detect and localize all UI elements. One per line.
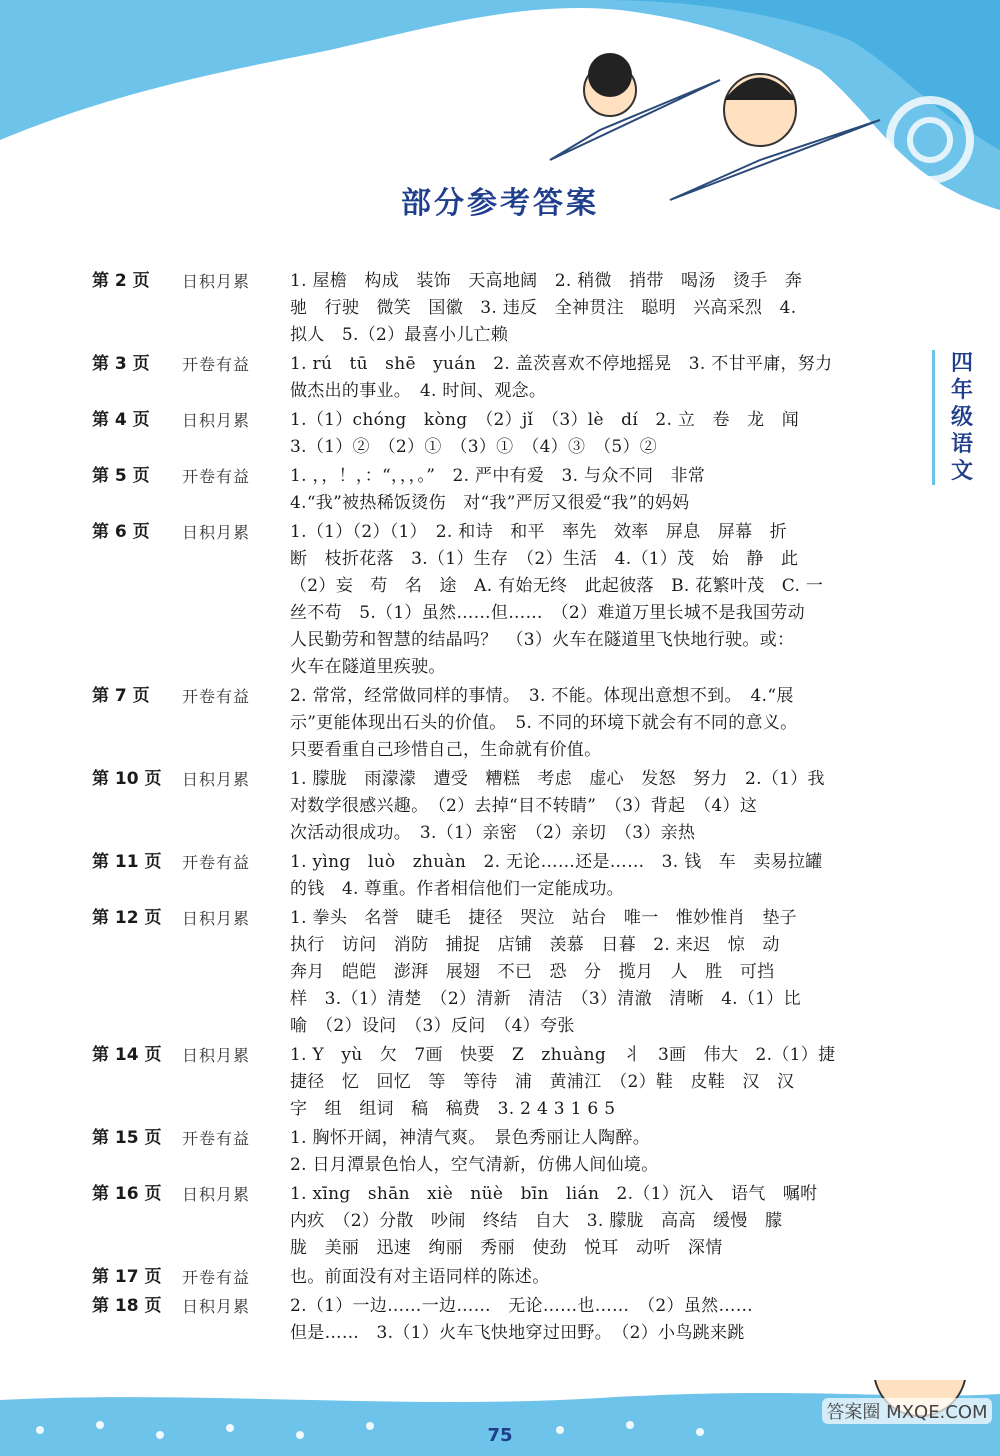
- answer-text: [290, 407, 912, 461]
- page-label: 第 18 页: [92, 1296, 162, 1316]
- answer-line: 断 枝折花落 3.（1）生存 （2）生活 4.（1）茂 始 静 此: [290, 549, 799, 569]
- page-label: 第 10 页: [92, 769, 162, 789]
- answer-line: 对数学很感兴趣。 （2）去掉“目不转睛” （3）背起 （4）这: [290, 796, 758, 816]
- page-label: 第 11 页: [92, 852, 162, 872]
- answer-row: [92, 268, 912, 349]
- answer-line: 喻 （2）设问 （3）反问 （4）夸张: [290, 1016, 575, 1036]
- paper-plane-girl-icon: [550, 53, 720, 160]
- page-label: 第 12 页: [92, 908, 162, 928]
- answer-line: 人民勤劳和智慧的结晶吗？ （3）火车在隧道里飞快地行驶。或：: [290, 630, 795, 650]
- answer-text: [290, 463, 912, 517]
- answer-row: [92, 683, 912, 764]
- answer-text: [290, 1042, 912, 1123]
- page-label: 第 16 页: [92, 1184, 162, 1204]
- side-tab-char: 四: [950, 351, 973, 376]
- answer-text: [290, 1181, 912, 1262]
- answer-text: [290, 351, 912, 405]
- answer-line: 丝不苟 5.（1）虽然……但…… （2）难道万里长城不是我国劳动: [290, 603, 805, 623]
- answer-row: [92, 463, 912, 517]
- answer-row: [92, 407, 912, 461]
- answer-line: 示”更能体现出石头的价值。 5. 不同的环境下就会有不同的意义。: [290, 713, 798, 733]
- section-label: 日积月累: [182, 1046, 251, 1065]
- section-label: 日积月累: [182, 411, 251, 430]
- answer-line: 1.（1）chóng kòng （2）jǐ （3）lè dí 2. 立 卷 龙 闻: [290, 410, 800, 430]
- answer-text: [290, 268, 912, 349]
- page-label: 第 5 页: [92, 466, 150, 486]
- answer-line: （2）妄 苟 名 途 A. 有始无终 此起彼落 B. 花繁叶茂 C. 一: [290, 576, 824, 596]
- answer-line: 2. 常常，经常做同样的事情。 3. 不能。体现出意想不到。 4.“展: [290, 686, 794, 706]
- section-label: 日积月累: [182, 770, 251, 789]
- answer-line: 拟人 5.（2）最喜小儿亡赖: [290, 325, 509, 345]
- side-tab-char: 语: [950, 432, 973, 457]
- page-label: 第 2 页: [92, 271, 150, 291]
- answer-list: [92, 268, 912, 1349]
- answer-text: [290, 766, 912, 847]
- side-tab-char: 年: [950, 378, 973, 403]
- answer-text: [290, 519, 912, 681]
- answer-row: [92, 849, 912, 903]
- section-label: 日积月累: [182, 272, 251, 291]
- section-label: 开卷有益: [182, 687, 251, 706]
- answer-line: 做杰出的事业。 4. 时间、观念。: [290, 381, 547, 401]
- answer-line: 捷径 忆 回忆 等 等待 浦 黄浦江 （2）鞋 皮鞋 汉 汉: [290, 1072, 795, 1092]
- answer-line: 1. ，，！，：“，，，。” 2. 严中有爱 3. 与众不同 非常: [290, 466, 706, 486]
- side-tab-char: 文: [950, 459, 973, 484]
- answer-row: [92, 1125, 912, 1179]
- answer-line: 也。前面没有对主语同样的陈述。: [290, 1267, 550, 1287]
- page-label: 第 14 页: [92, 1045, 162, 1065]
- answer-row: [92, 905, 912, 1040]
- answer-text: [290, 905, 912, 1040]
- section-label: 开卷有益: [182, 853, 251, 872]
- page-label: 第 15 页: [92, 1128, 162, 1148]
- answer-line: 2.（1）一边……一边…… 无论……也…… （2）虽然……: [290, 1296, 754, 1316]
- section-label: 开卷有益: [182, 1268, 251, 1287]
- answer-line: 内疚 （2）分散 吵闹 终结 自大 3. 朦胧 高高 缓慢 朦: [290, 1211, 783, 1231]
- answer-row: [92, 519, 912, 681]
- answer-text: [290, 683, 912, 764]
- answer-line: 1. 屋檐 构成 装饰 天高地阔 2. 稍微 捎带 喝汤 烫手 奔: [290, 271, 803, 291]
- grade-subject-tab: [932, 350, 987, 485]
- page-label: 第 7 页: [92, 686, 150, 706]
- answer-row: [92, 1181, 912, 1262]
- page-number: 75: [487, 1425, 513, 1446]
- answer-line: 1. xīng shān xiè nüè bīn lián 2.（1）沉入 语气 嘱咐: [290, 1184, 818, 1204]
- section-label: 开卷有益: [182, 1129, 251, 1148]
- answer-line: 4.“我”被热稀饭烫伤 对“我”严厉又很爱“我”的妈妈: [290, 493, 690, 513]
- answer-line: 但是…… 3.（1）火车飞快地穿过田野。 （2）小鸟跳来跳: [290, 1323, 745, 1343]
- answer-row: [92, 1293, 912, 1347]
- page-label: 第 17 页: [92, 1267, 162, 1287]
- answer-row: [92, 1042, 912, 1123]
- answer-line: 3.（1）② （2）① （3）① （4）③ （5）②: [290, 437, 658, 457]
- answer-line: 1. yìng luò zhuàn 2. 无论……还是…… 3. 钱 车 卖易拉罐: [290, 852, 823, 872]
- page-label: 第 6 页: [92, 522, 150, 542]
- page-label: 第 3 页: [92, 354, 150, 374]
- answer-text: [290, 1125, 912, 1179]
- answer-line: 胧 美丽 迅速 绚丽 秀丽 使劲 悦耳 动听 深情: [290, 1238, 723, 1258]
- answer-line: 1. 拳头 名誉 睫毛 捷径 哭泣 站台 唯一 惟妙惟肖 垫子: [290, 908, 797, 928]
- side-tab-char: 级: [950, 405, 973, 430]
- section-label: 日积月累: [182, 1297, 251, 1316]
- answer-text: [290, 1264, 912, 1291]
- answer-line: 驰 行驶 微笑 国徽 3. 违反 全神贯注 聪明 兴高采烈 4.: [290, 298, 797, 318]
- answer-line: 只要看重自己珍惜自己，生命就有价值。: [290, 740, 602, 760]
- section-label: 日积月累: [182, 523, 251, 542]
- answer-line: 1. 胸怀开阔，神清气爽。 景色秀丽让人陶醉。: [290, 1128, 651, 1148]
- answer-line: 样 3.（1）清楚 （2）清新 清洁 （3）清澈 清晰 4.（1）比: [290, 989, 801, 1009]
- answer-line: 火车在隧道里疾驶。: [290, 657, 446, 677]
- answer-text: [290, 1293, 912, 1347]
- answer-line: 2. 日月潭景色怡人，空气清新，仿佛人间仙境。: [290, 1155, 659, 1175]
- page-label: 第 4 页: [92, 410, 150, 430]
- answer-line: 字 组 组词 稿 稿费 3. 2 4 3 1 6 5: [290, 1099, 616, 1119]
- section-label: 开卷有益: [182, 467, 251, 486]
- section-label: 日积月累: [182, 1185, 251, 1204]
- answer-line: 1.（1）（2）（1） 2. 和诗 和平 率先 效率 屏息 屏幕 折: [290, 522, 787, 542]
- answer-text: [290, 849, 912, 903]
- answer-row: [92, 766, 912, 847]
- answer-row: [92, 351, 912, 405]
- section-label: 日积月累: [182, 909, 251, 928]
- answer-line: 1. Y yù 欠 7画 快要 Z zhuàng 丬 3画 伟大 2.（1）捷: [290, 1045, 836, 1065]
- answer-line: 执行 访问 消防 捕捉 店铺 羡慕 日暮 2. 来迟 惊 动: [290, 935, 780, 955]
- watermark-logo: 答案圈 MXQE.COM: [822, 1398, 992, 1424]
- answer-line: 1. 朦胧 雨濛濛 遭受 糟糕 考虑 虚心 发怒 努力 2.（1）我: [290, 769, 825, 789]
- page-title: 部分参考答案: [401, 186, 599, 221]
- answer-row: [92, 1264, 912, 1291]
- answer-line: 奔月 皑皑 澎湃 展翅 不已 恐 分 揽月 人 胜 可挡: [290, 962, 775, 982]
- answer-line: 的钱 4. 尊重。作者相信他们一定能成功。: [290, 879, 624, 899]
- answer-line: 次活动很成功。 3.（1）亲密 （2）亲切 （3）亲热: [290, 823, 696, 843]
- answer-line: 1. rú tū shē yuán 2. 盖茨喜欢不停地摇晃 3. 不甘平庸，努力: [290, 354, 833, 374]
- section-label: 开卷有益: [182, 355, 251, 374]
